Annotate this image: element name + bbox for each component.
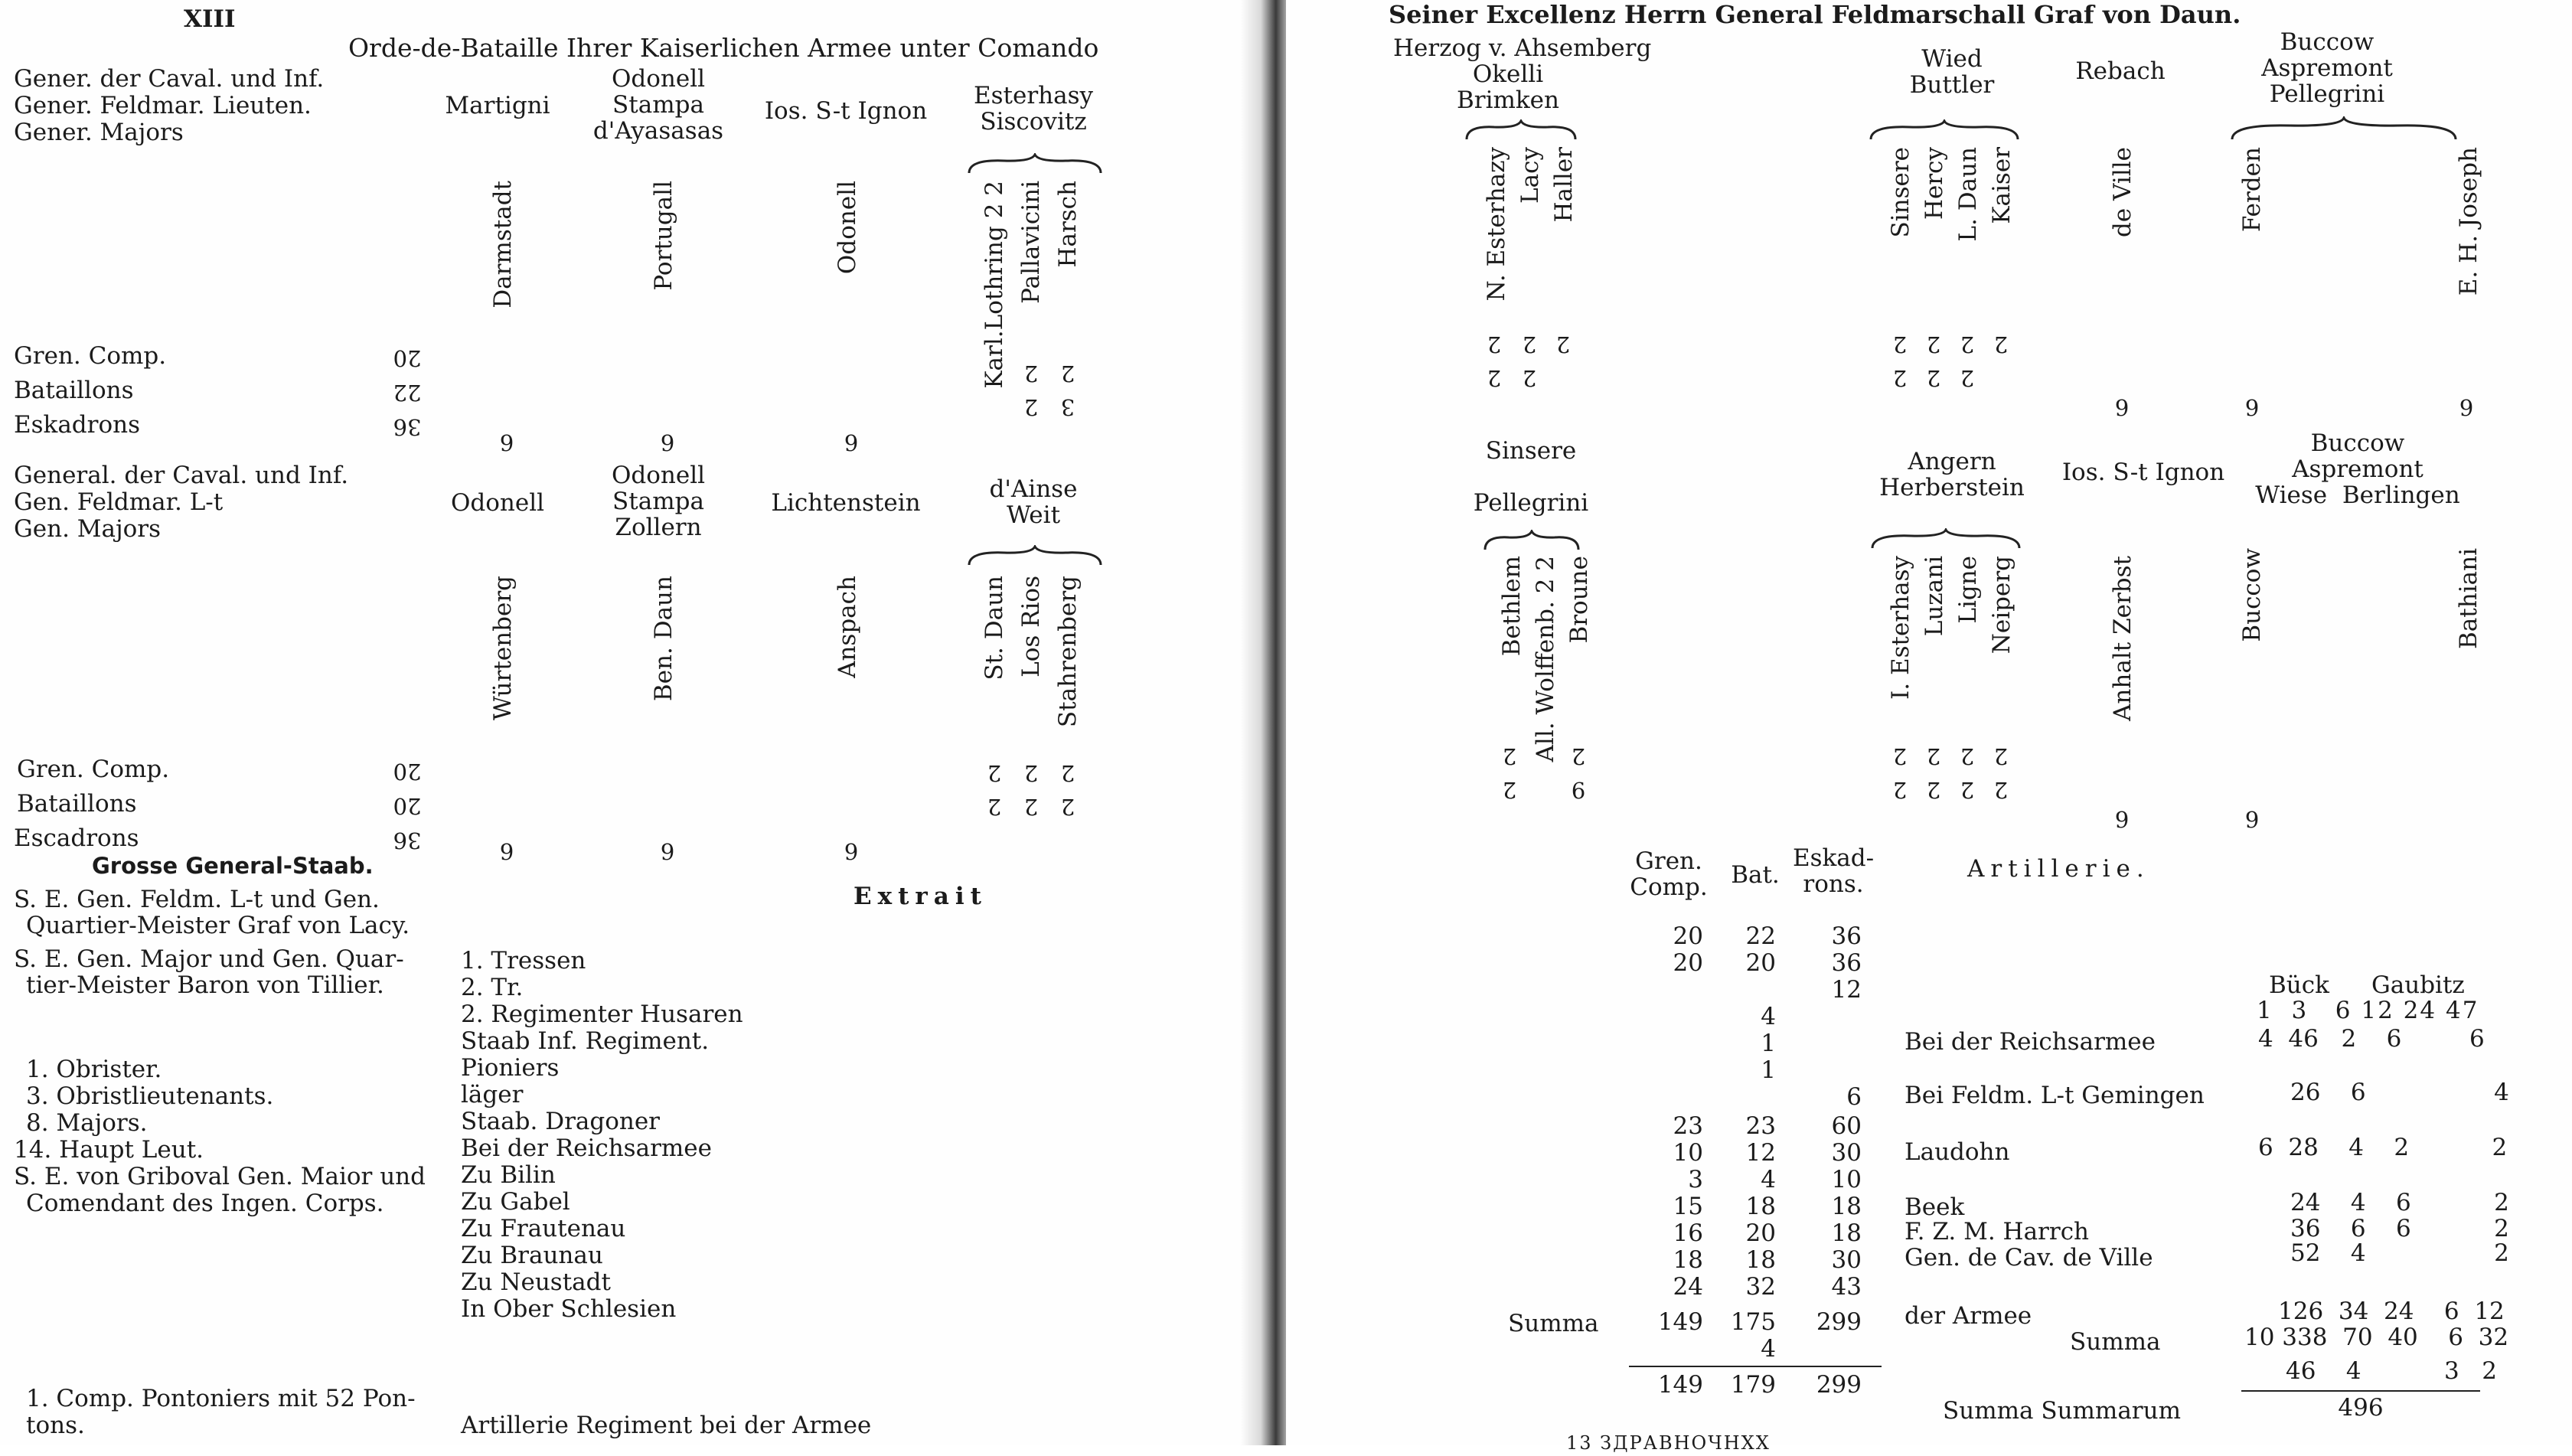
staff-line: tier-Meister Baron von Tillier.: [26, 971, 384, 999]
count-value: 2 2: [1892, 743, 1908, 803]
count-value: 2 2: [1522, 331, 1537, 391]
extrait-cell: 23: [1745, 1112, 1776, 1140]
row-label: Gren. Comp.: [14, 342, 167, 370]
rank-label: Gener. Feldmar. Lieuten.: [14, 92, 312, 119]
extrait-cell: 36: [1831, 922, 1862, 950]
row-label: Escadrons: [14, 824, 139, 852]
row-label: Bataillons: [17, 790, 137, 818]
eskadron-value: 6: [660, 838, 675, 864]
column-header: Eskad- rons.: [1792, 844, 1875, 898]
eskadron-value: 6: [844, 838, 859, 864]
eskadron-value: 6: [2114, 394, 2130, 420]
extrait-line: Staab. Dragoner: [461, 1108, 661, 1135]
staff-line: Comendant des Ingen. Corps.: [26, 1190, 384, 1217]
regiment-name: E. H. Joseph: [2455, 147, 2482, 296]
row-label: Bataillons: [14, 377, 134, 404]
extrait-line: läger: [461, 1081, 524, 1108]
regiment-name: Haller: [1550, 147, 1578, 223]
count-value: 2 2: [1926, 743, 1941, 803]
summa-label: Summa: [1508, 1310, 1599, 1337]
regiment-name: Lacy: [1516, 147, 1544, 204]
extrait-cell: 30: [1831, 1246, 1862, 1274]
extrait-cell: 18: [1745, 1193, 1776, 1220]
brace-icon: [966, 153, 1104, 176]
caliber: 47: [2445, 997, 2479, 1024]
regiment-name: de Ville: [2109, 147, 2136, 237]
extrait-cell: 18: [1831, 1219, 1862, 1247]
general-name: Ios. S-t Ignon: [2061, 459, 2225, 486]
staff-line: 1. Obrister.: [26, 1056, 162, 1083]
regiment-name: Buccow: [2238, 548, 2266, 642]
regiment-name: Harsch: [1054, 181, 1082, 268]
summa-rule: [2241, 1390, 2480, 1392]
right-page: [1286, 0, 2572, 1454]
artillerie-summa-label: Summa: [2070, 1328, 2161, 1356]
artillerie-row-values: 26 6 4: [2290, 1079, 2509, 1106]
general-name: d'Ainse Weit: [989, 475, 1078, 529]
extrait-title: Extrait: [854, 883, 987, 910]
page-footer: 13 ЗДРАВНОЧНХХ: [1566, 1432, 1771, 1454]
eskadron-value: 6: [844, 429, 859, 455]
summa-summarum-value: 496: [2338, 1394, 2384, 1422]
extrait-cell: 1: [1761, 1030, 1776, 1057]
extrait-cell: 32: [1745, 1273, 1776, 1301]
staff-title: Grosse General-Staab.: [92, 853, 374, 879]
count-value: 2: [1993, 331, 2009, 357]
page-title: Seiner Excellenz Herrn General Feldmarschall Graf von Daun.: [1389, 0, 2241, 29]
extrait-cell: 18: [1673, 1246, 1703, 1274]
extrait-line: 1. Tressen: [461, 947, 586, 974]
regiment-name: St. Daun: [981, 576, 1008, 681]
artillerie-row-label: Beek: [1905, 1193, 1965, 1221]
total-value: 179: [1730, 1371, 1776, 1399]
general-name: Odonell Stampa d'Ayasasas: [592, 65, 724, 145]
extrait-cell: 23: [1673, 1112, 1703, 1140]
summa-summarum-label: Summa Summarum: [1943, 1397, 2181, 1425]
regiment-name: Luzani: [1921, 556, 1948, 637]
total-value: 149: [1657, 1371, 1703, 1399]
extrait-line: Pioniers: [461, 1054, 560, 1082]
extrait-cell: 20: [1745, 1219, 1776, 1247]
artillerie-row-values: 36 6 6 2: [2290, 1215, 2509, 1242]
extrait-cell: 20: [1745, 949, 1776, 977]
regiment-name: Karl.Lothring 2 2: [981, 181, 1008, 389]
brace-icon: [1868, 119, 2021, 142]
total-value: 36: [393, 828, 422, 854]
total-value: 20: [393, 793, 422, 819]
count-value: 2 2: [1023, 760, 1039, 820]
artillerie-row-values: 6 28 4 2 2: [2258, 1134, 2508, 1161]
regiment-name: Sinsere: [1887, 147, 1914, 238]
staff-line: 3. Obristlieutenants.: [26, 1082, 274, 1110]
extrait-line: Zu Braunau: [461, 1242, 603, 1269]
total-value: 36: [393, 414, 422, 440]
brace-icon: [2229, 116, 2459, 142]
summa-value: 299: [1816, 1308, 1862, 1336]
general-name: Buccow Aspremont Wiese Berlingen: [2255, 429, 2460, 509]
summa-rule: [1629, 1366, 1882, 1367]
general-name: Odonell: [450, 489, 545, 517]
general-name: Angern Herberstein: [1879, 448, 2025, 501]
regiment-name: All. Wolffenb. 2 2: [1532, 556, 1559, 762]
regiment-name: Hercy: [1921, 147, 1948, 220]
extrait-cell: 3: [1688, 1166, 1703, 1193]
extrait-line: 2. Tr.: [461, 974, 524, 1001]
eskadron-value: 6: [2244, 806, 2260, 832]
count-value: 2 2: [1892, 331, 1908, 391]
artillerie-row-label: Bei Feldm. L-t Gemingen: [1905, 1082, 2205, 1109]
extrait-line: Staab Inf. Regiment.: [461, 1027, 710, 1055]
extrait-line: Zu Bilin: [461, 1161, 556, 1189]
extrait-line: Zu Neustadt: [461, 1268, 611, 1296]
regiment-name: Neiperg: [1988, 556, 2015, 655]
total-value: 299: [1816, 1371, 1862, 1399]
total-value: 20: [393, 345, 422, 371]
regiment-name: Portugall: [650, 181, 677, 291]
count-value: 3 2: [1060, 361, 1075, 420]
summa-value: 175: [1730, 1308, 1776, 1336]
summa-value: 149: [1657, 1308, 1703, 1336]
extrait-cell: 12: [1831, 976, 1862, 1004]
caliber: 12: [2361, 997, 2394, 1024]
count-value: 2 2: [1023, 361, 1039, 420]
caliber: 3: [2291, 997, 2309, 1024]
extrait-cell: 60: [1831, 1112, 1862, 1140]
staff-line: 1. Comp. Pontoniers mit 52 Pon-: [26, 1385, 416, 1412]
left-page: [0, 0, 1255, 1445]
eskadron-value: 6: [499, 429, 514, 455]
count-value: 2: [1555, 331, 1571, 357]
brace-icon: [1464, 119, 1578, 142]
regiment-name: Pallavicini: [1017, 181, 1045, 304]
artillerie-regiment: Artillerie Regiment bei der Armee: [461, 1412, 872, 1439]
caliber: 24: [2403, 997, 2437, 1024]
artillerie-row-label: Bei der Reichsarmee: [1905, 1028, 2156, 1056]
general-name: Esterhasy Siscovitz: [973, 82, 1094, 135]
regiment-name: Los Rios: [1017, 576, 1045, 677]
page-number: XIII: [184, 5, 236, 33]
extrait-cell: 6: [1846, 1083, 1862, 1111]
count-value: 2 2: [1487, 331, 1502, 391]
regiment-name: Anspach: [834, 576, 861, 678]
artillerie-row-label: der Armee: [1905, 1302, 2032, 1330]
regiment-name: Kaiser: [1988, 147, 2015, 224]
staff-line: S. E. Gen. Major und Gen. Quar-: [14, 945, 404, 973]
eskadron-value: 6: [499, 838, 514, 864]
general-name: Herzog v. Ahsemberg Okelli Brimken: [1393, 34, 1652, 114]
row-label: Gren. Comp.: [17, 756, 170, 783]
general-name: Rebach: [2075, 57, 2166, 85]
brace-icon: [1869, 528, 2022, 551]
eskadron-value: 6: [2244, 394, 2260, 420]
regiment-name: Odonell: [834, 181, 861, 275]
extrait-cell: 4: [1761, 1166, 1776, 1193]
caliber: 6: [2335, 997, 2352, 1024]
extrait-cell: 1: [1761, 1056, 1776, 1084]
artillerie-summa-value: 10 338 70 40 6 32: [2244, 1324, 2509, 1351]
extrait-cell: 18: [1745, 1246, 1776, 1274]
artillerie-title: Artillerie.: [1967, 855, 2150, 883]
count-value: 2 2: [1960, 743, 1975, 803]
extrait-cell: 10: [1831, 1166, 1862, 1193]
column-header: Bat.: [1731, 861, 1780, 889]
general-name: Wied Buttler: [1909, 45, 1995, 99]
caliber-row: [2257, 997, 2479, 1023]
page-title: Orde-de-Bataille Ihrer Kaiserlichen Armee unter Comando: [348, 33, 1099, 63]
column-header: Gren. Comp.: [1630, 847, 1708, 901]
artillerie-row-values: 126 34 24 6 12: [2278, 1298, 2505, 1325]
general-name: Martigni: [445, 92, 550, 119]
eskadron-value: 6: [2459, 394, 2474, 420]
regiment-name: Ferden: [2238, 147, 2266, 233]
general-name: Buccow Aspremont Pellegrini: [2261, 28, 2393, 108]
brace-icon: [966, 545, 1104, 568]
regiment-name: Ben. Daun: [650, 576, 677, 702]
total-value: 20: [393, 759, 422, 785]
extrait-line: Zu Gabel: [461, 1188, 570, 1216]
regiment-name: Stahrenberg: [1054, 576, 1082, 728]
total-value: 22: [393, 380, 422, 406]
regiment-name: Ligne: [1954, 556, 1982, 624]
artillerie-row-label: Gen. de Cav. de Ville: [1905, 1244, 2153, 1272]
regiment-name: Bethlem: [1498, 556, 1526, 657]
summa-addendum: 4: [1761, 1335, 1776, 1363]
extrait-cell: 12: [1745, 1139, 1776, 1167]
general-name: Sinsere Pellegrini: [1473, 437, 1589, 517]
general-name: Ios. S-t Ignon: [764, 97, 928, 125]
rank-label: Gener. Majors: [14, 119, 184, 146]
count-value: 2 2: [1502, 743, 1517, 803]
artillerie-row-values: 52 4 2: [2290, 1239, 2509, 1267]
artillerie-header: Gaubitz: [2371, 971, 2465, 999]
extrait-cell: 10: [1673, 1139, 1703, 1167]
regiment-name: N. Esterhazy: [1483, 147, 1510, 302]
staff-line: S. E. Gen. Feldm. L-t und Gen.: [14, 886, 380, 913]
regiment-name: Würtenberg: [489, 576, 517, 721]
count-value: 2 2: [1993, 743, 2009, 803]
staff-line: S. E. von Griboval Gen. Maior und: [14, 1163, 426, 1190]
staff-line: 8. Majors.: [26, 1109, 148, 1137]
artillerie-row-values: 24 4 6 2: [2290, 1189, 2509, 1216]
extrait-line: Bei der Reichsarmee: [461, 1134, 712, 1162]
artillerie-extra-value: 46 4 3 2: [2286, 1357, 2497, 1385]
extrait-cell: 22: [1745, 922, 1776, 950]
count-value: 2 2: [1960, 331, 1975, 391]
rank-label: Gener. der Caval. und Inf.: [14, 65, 325, 93]
staff-line: tons.: [26, 1412, 85, 1439]
rank-label: Gen. Majors: [14, 515, 162, 543]
eskadron-value: 6: [2114, 806, 2130, 832]
staff-line: Quartier-Meister Graf von Lacy.: [26, 912, 410, 939]
extrait-cell: 15: [1673, 1193, 1703, 1220]
count-value: 9 2: [1571, 743, 1586, 803]
staff-line: 14. Haupt Leut.: [14, 1136, 204, 1164]
count-value: 2 2: [987, 760, 1002, 820]
regiment-name: L. Daun: [1954, 147, 1982, 242]
extrait-cell: 20: [1673, 922, 1703, 950]
brace-icon: [1482, 530, 1581, 553]
artillerie-row-values: 4 46 2 6 6: [2258, 1025, 2485, 1053]
artillerie-header: Bück: [2269, 971, 2329, 999]
artillerie-row-label: F. Z. M. Harrch: [1905, 1218, 2090, 1245]
regiment-name: I. Esterhasy: [1887, 556, 1914, 700]
caliber: 1: [2257, 997, 2273, 1024]
extrait-cell: 43: [1831, 1273, 1862, 1301]
count-value: 2 2: [1926, 331, 1941, 391]
regiment-name: Broune: [1565, 556, 1593, 644]
general-name: Odonell Stampa Zollern: [611, 462, 706, 541]
regiment-name: Darmstadt: [489, 181, 517, 309]
extrait-cell: 16: [1673, 1219, 1703, 1247]
rank-label: General. der Caval. und Inf.: [14, 462, 349, 489]
extrait-line: In Ober Schlesien: [461, 1295, 677, 1323]
regiment-name: Anhalt Zerbst: [2109, 556, 2136, 721]
extrait-line: Zu Frautenau: [461, 1215, 626, 1242]
count-value: 2 2: [1060, 760, 1075, 820]
extrait-cell: 30: [1831, 1139, 1862, 1167]
extrait-line: 2. Regimenter Husaren: [461, 1001, 743, 1028]
extrait-cell: 20: [1673, 949, 1703, 977]
general-name: Lichtenstein: [771, 489, 921, 517]
extrait-cell: 36: [1831, 949, 1862, 977]
regiment-name: Bathiani: [2455, 548, 2482, 649]
extrait-cell: 4: [1761, 1003, 1776, 1030]
artillerie-row-label: Laudohn: [1905, 1138, 2010, 1166]
extrait-cell: 24: [1673, 1273, 1703, 1301]
rank-label: Gen. Feldmar. L-t: [14, 488, 224, 516]
extrait-cell: 18: [1831, 1193, 1862, 1220]
row-label: Eskadrons: [14, 411, 141, 439]
eskadron-value: 6: [660, 429, 675, 455]
